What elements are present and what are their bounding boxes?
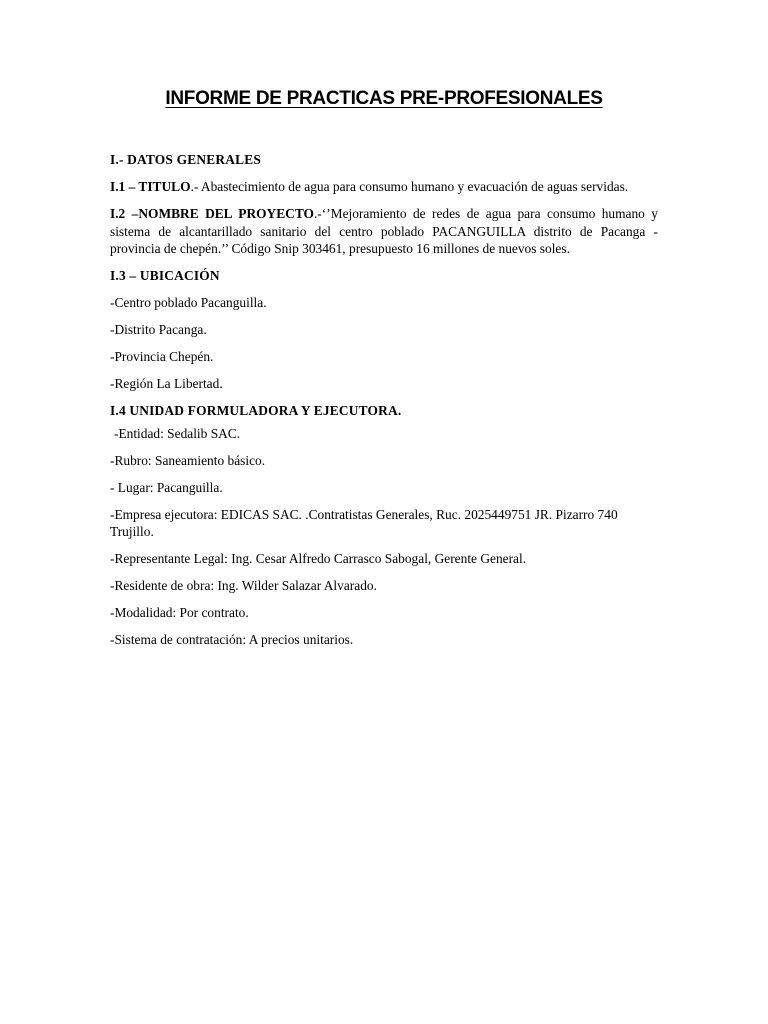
document-body bbox=[110, 151, 658, 658]
document-title: INFORME DE PRACTICAS PRE-PROFESIONALES bbox=[165, 88, 603, 109]
proyecto-paragraph bbox=[110, 205, 658, 258]
ubicacion-item: -Distrito Pacanga. bbox=[110, 322, 207, 338]
proyecto-text: .-‘’Mejoramiento de redes de agua para consumo humano y sistema de alcantarillado sanitario del centro poblado PACANGUILLA distrito de Pacanga - provincia de chepén.’’ Código Snip 303461, presupuesto 16 millones de nuevos soles. bbox=[110, 205, 658, 257]
titulo-text: .- Abastecimiento de agua para consumo humano y evacuación de aguas servidas. bbox=[190, 178, 629, 194]
unidad-item: - Lugar: Pacanguilla. bbox=[110, 479, 223, 495]
section-heading-ubicacion: I.3 – UBICACIÓN bbox=[110, 268, 220, 284]
ubicacion-item: -Región La Libertad. bbox=[110, 376, 223, 392]
proyecto-label: I.2 –NOMBRE DEL PROYECTO bbox=[110, 205, 314, 221]
unidad-item: -Sistema de contratación: A precios unitarios. bbox=[110, 632, 354, 648]
unidad-item: -Residente de obra: Ing. Wilder Salazar Alvarado. bbox=[110, 578, 377, 594]
titulo-label: I.1 – TITULO bbox=[110, 178, 191, 194]
unidad-item: -Empresa ejecutora: EDICAS SAC. .Contratistas Generales, Ruc. 2025449751 JR. Pizarro 740 Trujillo. bbox=[110, 506, 618, 540]
unidad-item: -Entidad: Sedalib SAC. bbox=[114, 425, 241, 441]
unidad-item: -Modalidad: Por contrato. bbox=[110, 605, 249, 621]
titulo-paragraph bbox=[110, 178, 658, 196]
unidad-item: -Rubro: Saneamiento básico. bbox=[110, 452, 266, 468]
section-heading-datos-generales: I.- DATOS GENERALES bbox=[110, 152, 262, 167]
section-heading-unidad: I.4 UNIDAD FORMULADORA Y EJECUTORA. bbox=[110, 403, 402, 419]
ubicacion-item: -Provincia Chepén. bbox=[110, 349, 214, 365]
ubicacion-item: -Centro poblado Pacanguilla. bbox=[110, 295, 267, 311]
unidad-item: -Representante Legal: Ing. Cesar Alfredo Carrasco Sabogal, Gerente General. bbox=[110, 551, 527, 567]
